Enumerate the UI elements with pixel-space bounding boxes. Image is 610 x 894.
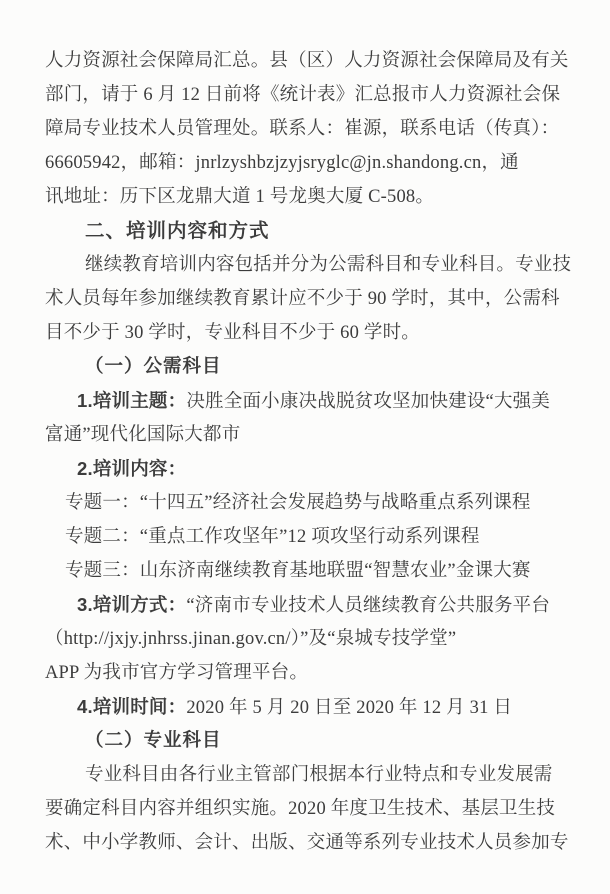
heading-text: （一）公需科目 (85, 357, 222, 377)
text-run: 障局专业技术人员管理处。联系人：崔源，联系电话（传真）： (45, 119, 560, 139)
text-line (45, 656, 565, 690)
text-run: 要确定科目内容并组织实施。2020 年度卫生技术、基层卫生技 (45, 799, 556, 819)
text-line-address (45, 180, 565, 214)
text-run: 2020 年 5 月 20 日至 2020 年 12 月 31 日 (186, 698, 513, 718)
text-line (45, 826, 569, 860)
item-label: 1.培训主题： (77, 390, 187, 411)
text-line-training-method (45, 588, 565, 622)
text-run: 富通”现代化国际大都市 (45, 425, 241, 445)
text-run: 讯地址：历下区龙鼎大道 1 号龙奥大厦 C-508。 (45, 187, 435, 207)
text-line-training-time (45, 690, 565, 724)
text-line (45, 316, 565, 350)
text-run: 术人员每年参加继续教育累计应不少于 90 学时，其中，公需科 (45, 289, 560, 309)
subsection-heading-professional-subjects (45, 724, 565, 758)
subsection-heading-public-subjects (45, 350, 565, 384)
item-label: 4.培训时间： (77, 696, 187, 717)
text-line (45, 792, 565, 826)
text-line (45, 78, 565, 112)
text-run: 专题二：“重点工作攻坚年”12 项攻坚行动系列课程 (65, 527, 480, 547)
item-label: 3.培训方式： (77, 594, 187, 615)
text-line-url (45, 622, 565, 656)
text-line (45, 418, 565, 452)
text-line-topic-1 (45, 486, 565, 520)
text-line-training-theme (45, 384, 565, 418)
text-line-training-content-label (45, 452, 565, 486)
text-run: 继续教育培训内容包括并分为公需科目和专业科目。专业技 (85, 255, 572, 275)
text-line (45, 282, 565, 316)
text-line-topic-2 (45, 520, 565, 554)
text-run: 术、中小学教师、会计、出版、交通等系列专业技术人员参加专 (45, 833, 569, 853)
text-run: 专业科目由各行业主管部门根据本行业特点和专业发展需 (85, 765, 553, 785)
text-run: 目不少于 30 学时，专业科目不少于 60 学时。 (45, 323, 421, 343)
text-line (45, 44, 569, 78)
text-line (45, 248, 572, 282)
text-line-email (45, 146, 565, 180)
text-line (45, 758, 565, 792)
text-run: 专题一：“十四五”经济社会发展趋势与战略重点系列课程 (65, 493, 531, 513)
text-run: 66605942，邮箱：jnrlzyshbzjzyjsryglc@jn.shandong.cn，通 (45, 153, 519, 173)
text-run: APP 为我市官方学习管理平台。 (45, 663, 309, 683)
text-run: “济南市专业技术人员继续教育公共服务平台 (186, 596, 551, 616)
text-line-topic-3 (45, 554, 565, 588)
text-run: 人力资源社会保障局汇总。县（区）人力资源社会保障局及有关 (45, 51, 569, 71)
text-run: 决胜全面小康决战脱贫攻坚加快建设“大强美 (186, 392, 551, 412)
text-run: 专题三：山东济南继续教育基地联盟“智慧农业”金课大赛 (65, 561, 531, 581)
text-line (45, 112, 565, 146)
item-label: 2.培训内容： (77, 458, 187, 479)
heading-text: （二）专业科目 (85, 731, 222, 751)
heading-text: 二、培训内容和方式 (85, 220, 270, 242)
section-heading-training-content (45, 214, 565, 248)
text-run: 部门，请于 6 月 12 日前将《统计表》汇总报市人力资源社会保 (45, 85, 561, 105)
text-run: （http://jxjy.jnhrss.jinan.gov.cn/）”及“泉城专技学堂” (45, 629, 457, 649)
